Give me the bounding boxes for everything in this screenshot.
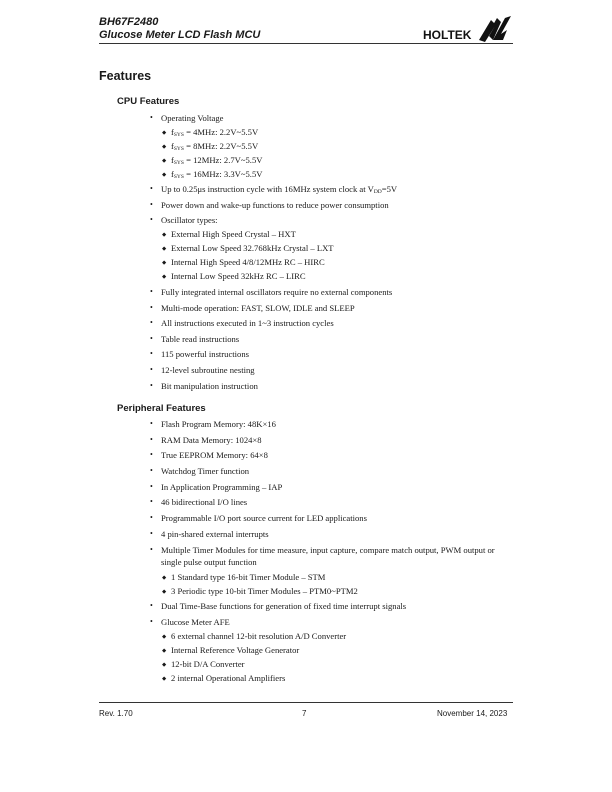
bullet: • bbox=[150, 450, 153, 459]
bullet: • bbox=[150, 419, 153, 428]
peripheral-item: 4 pin-shared external interrupts bbox=[161, 529, 269, 539]
cpu-feature-item: Bit manipulation instruction bbox=[161, 381, 258, 391]
bullet: • bbox=[150, 287, 153, 296]
peripheral-features-heading: Peripheral Features bbox=[117, 403, 206, 414]
bullet: • bbox=[150, 466, 153, 475]
diamond-bullet: ◆ bbox=[162, 662, 167, 668]
diamond-bullet: ◆ bbox=[162, 172, 167, 178]
peripheral-item: Watchdog Timer function bbox=[161, 466, 250, 476]
peripheral-item: 46 bidirectional I/O lines bbox=[161, 497, 248, 507]
cpu-features-heading: CPU Features bbox=[117, 96, 180, 107]
bullet: • bbox=[150, 200, 153, 209]
timer-item: 3 Periodic type 10-bit Timer Modules – PTM0~PTM2 bbox=[171, 586, 358, 596]
bullet: • bbox=[150, 435, 153, 444]
logo-text: HOLTEK bbox=[423, 28, 472, 42]
diamond-bullet: ◆ bbox=[162, 246, 167, 252]
bullet: • bbox=[150, 482, 153, 491]
oscillator-item: Internal Low Speed 32kHz RC – LIRC bbox=[171, 271, 306, 281]
operating-voltage: Operating Voltage bbox=[161, 113, 224, 123]
bullet: • bbox=[150, 529, 153, 538]
bullet: • bbox=[150, 215, 153, 224]
diamond-bullet: ◆ bbox=[162, 260, 167, 266]
oscillator-item: External High Speed Crystal – HXT bbox=[171, 229, 296, 239]
timer-modules: Multiple Timer Modules for time measure, input capture, compare match output, PWM output or single pulse output function bbox=[161, 545, 495, 567]
diamond-bullet: ◆ bbox=[162, 676, 167, 682]
oscillator-item: External Low Speed 32.768kHz Crystal – LXT bbox=[171, 243, 334, 253]
bullet: • bbox=[150, 513, 153, 522]
bullet: • bbox=[150, 617, 153, 626]
cpu-feature-item: Table read instructions bbox=[161, 334, 240, 344]
bullet: • bbox=[150, 365, 153, 374]
diamond-bullet: ◆ bbox=[162, 130, 167, 136]
cpu-feature-item: 12-level subroutine nesting bbox=[161, 365, 255, 375]
power-down: Power down and wake-up functions to reduce power consumption bbox=[161, 200, 389, 210]
product-name: Glucose Meter LCD Flash MCU bbox=[99, 29, 261, 41]
revision: Rev. 1.70 bbox=[99, 709, 133, 718]
diamond-bullet: ◆ bbox=[162, 589, 167, 595]
header-rule bbox=[99, 43, 513, 44]
bullet: • bbox=[150, 601, 153, 610]
holtek-logo bbox=[421, 12, 513, 44]
bullet: • bbox=[150, 545, 153, 554]
peripheral-item: True EEPROM Memory: 64×8 bbox=[161, 450, 268, 460]
bullet: • bbox=[150, 349, 153, 358]
voltage-item: $f_{SYS} = 12MHz$: 2.7V~5.5V bbox=[171, 155, 263, 166]
page-number: 7 bbox=[302, 709, 307, 718]
bullet: • bbox=[150, 497, 153, 506]
instruction-cycle: Up to 0.25μs instruction cycle with 16MHz system clock at $V_{DD}=5V$ bbox=[161, 184, 398, 195]
timer-item: 1 Standard type 16-bit Timer Module – STM bbox=[171, 572, 326, 582]
peripheral-item: Programmable I/O port source current for LED applications bbox=[161, 513, 367, 523]
date: November 14, 2023 bbox=[437, 709, 508, 718]
diamond-bullet: ◆ bbox=[162, 648, 167, 654]
afe-item: 2 internal Operational Amplifiers bbox=[171, 673, 286, 683]
voltage-item: $f_{SYS} = 8MHz$: 2.2V~5.5V bbox=[171, 141, 259, 152]
afe-item: 6 external channel 12-bit resolution A/D Converter bbox=[171, 631, 347, 641]
voltage-item: $f_{SYS} = 4MHz$: 2.2V~5.5V bbox=[171, 127, 259, 138]
glucose-afe: Glucose Meter AFE bbox=[161, 617, 230, 627]
peripheral-item: In Application Programming – IAP bbox=[161, 482, 283, 492]
cpu-feature-item: All instructions executed in 1~3 instruction cycles bbox=[161, 318, 334, 328]
bullet: • bbox=[150, 113, 153, 122]
cpu-feature-item: 115 powerful instructions bbox=[161, 349, 249, 359]
oscillator-item: Internal High Speed 4/8/12MHz RC – HIRC bbox=[171, 257, 325, 267]
section-title: Features bbox=[99, 69, 152, 83]
afe-item: 12-bit D/A Converter bbox=[171, 659, 245, 669]
bullet: • bbox=[150, 334, 153, 343]
part-number: BH67F2480 bbox=[99, 16, 159, 28]
diamond-bullet: ◆ bbox=[162, 232, 167, 238]
peripheral-item: Flash Program Memory: 48K×16 bbox=[161, 419, 276, 429]
bullet: • bbox=[150, 381, 153, 390]
voltage-item: $f_{SYS} = 16MHz$: 3.3V~5.5V bbox=[171, 169, 263, 180]
bullet: • bbox=[150, 303, 153, 312]
diamond-bullet: ◆ bbox=[162, 634, 167, 640]
bullet: • bbox=[150, 184, 153, 193]
diamond-bullet: ◆ bbox=[162, 158, 167, 164]
afe-item: Internal Reference Voltage Generator bbox=[171, 645, 300, 655]
diamond-bullet: ◆ bbox=[162, 575, 167, 581]
time-base: Dual Time-Base functions for generation of fixed time interrupt signals bbox=[161, 601, 407, 611]
footer-rule bbox=[99, 702, 513, 703]
cpu-feature-item: Fully integrated internal oscillators require no external components bbox=[161, 287, 393, 297]
bullet: • bbox=[150, 318, 153, 327]
peripheral-item: RAM Data Memory: 1024×8 bbox=[161, 435, 262, 445]
cpu-feature-item: Multi-mode operation: FAST, SLOW, IDLE and SLEEP bbox=[161, 303, 355, 313]
oscillator-types: Oscillator types: bbox=[161, 215, 218, 225]
diamond-bullet: ◆ bbox=[162, 274, 167, 280]
diamond-bullet: ◆ bbox=[162, 144, 167, 150]
